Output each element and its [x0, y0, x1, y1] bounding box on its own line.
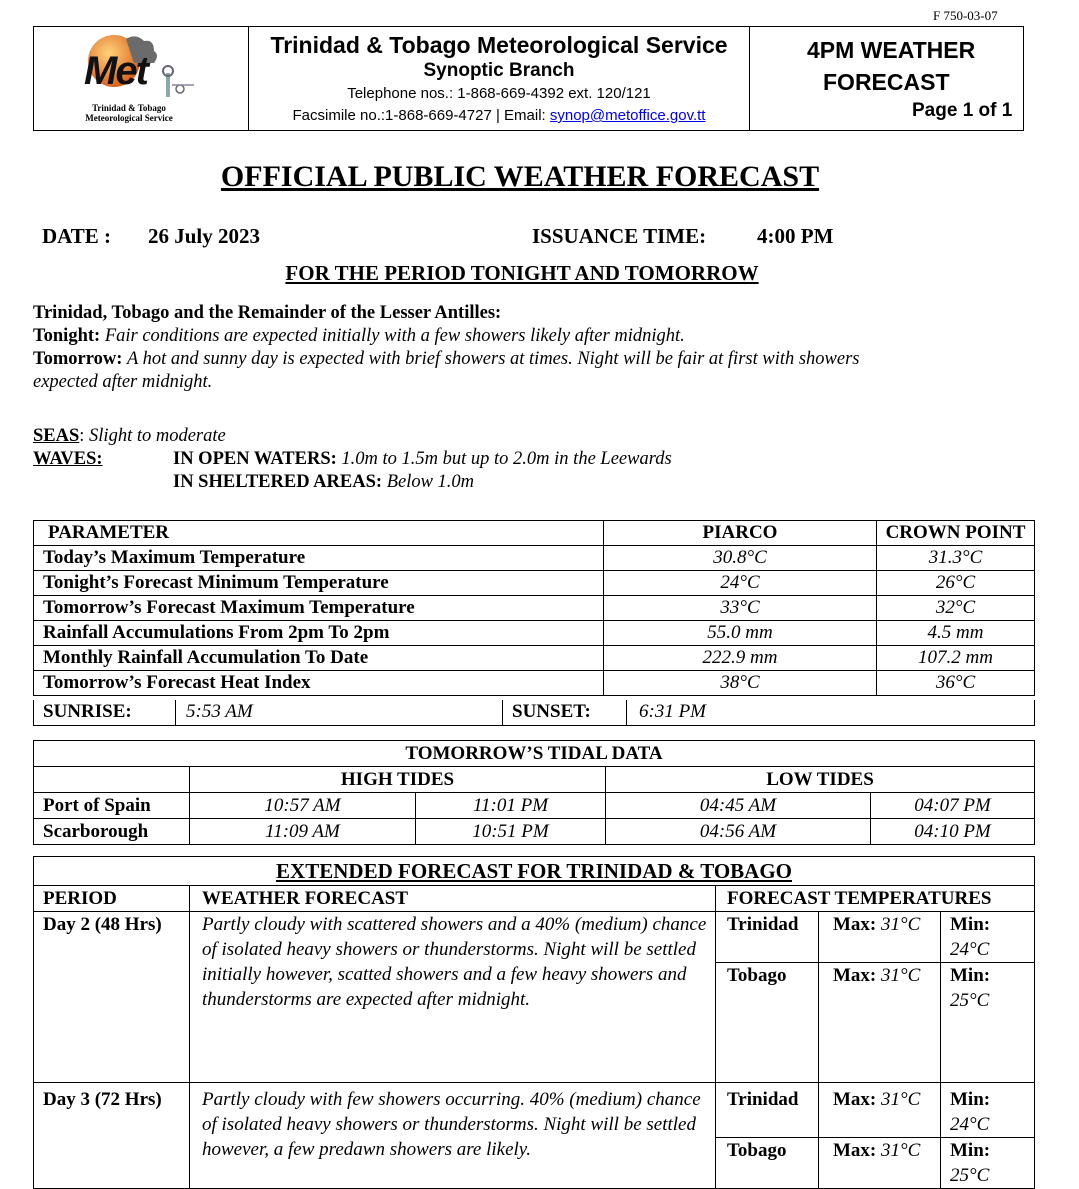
issuance-value: 4:00 PM [757, 224, 834, 248]
tomorrow-label: Tomorrow: [33, 349, 123, 369]
tobago-min: 25°C [950, 1165, 990, 1186]
tides-title: TOMORROW’S TIDAL DATA [34, 741, 1035, 767]
day-forecast: Partly cloudy with scattered showers and a 40% (medium) chance of isolated heavy showers or thunderstorms. Night will be settled initially however, scatted showers and a few heavy showers and thunderstorms are expected after midnight. [190, 912, 716, 1083]
table-row [34, 571, 1035, 596]
row-label: Today’s Maximum Temperature [34, 546, 604, 571]
min-label: Min: [950, 1089, 991, 1110]
header-parameter: PARAMETER [34, 521, 604, 546]
extended-row-day3 [34, 1083, 1035, 1138]
min-label: Min: [950, 914, 991, 935]
row-label: Tomorrow’s Forecast Heat Index [34, 671, 604, 696]
forecast-title-1: 4PM WEATHER [807, 37, 976, 63]
sunrise-label: SUNRISE: [34, 700, 176, 725]
forecast-title-2: FORECAST [823, 69, 950, 95]
region-heading: Trinidad, Tobago and the Remainder of the Lesser Antilles: [33, 303, 502, 323]
piarco-value: 38°C [604, 671, 877, 696]
branch-name: Synoptic Branch [423, 60, 575, 81]
piarco-value: 24°C [604, 571, 877, 596]
email-link[interactable]: synop@metoffice.gov.tt [549, 107, 706, 124]
sunrise-value: 5:53 AM [176, 700, 503, 725]
date-label: DATE : [42, 224, 112, 248]
waves-label: WAVES: [33, 449, 103, 469]
row-label: Tonight’s Forecast Minimum Temperature [34, 571, 604, 596]
tobago-label: Tobago [716, 963, 819, 1083]
table-row [34, 671, 1035, 696]
tide-place: Scarborough [34, 819, 190, 845]
sun-row [34, 700, 1035, 725]
page-title: OFFICIAL PUBLIC WEATHER FORECAST [220, 160, 820, 193]
crown-value: 26°C [877, 571, 1035, 596]
form-code: F 750-03-07 [933, 8, 998, 23]
period-header: PERIOD [34, 886, 190, 912]
max-label: Max: [833, 965, 877, 986]
crown-value: 31.3°C [877, 546, 1035, 571]
sheltered-text: Below 1.0m [386, 472, 475, 492]
open-waters-text: 1.0m to 1.5m but up to 2.0m in the Leewards [341, 449, 672, 469]
crown-value: 32°C [877, 596, 1035, 621]
piarco-value: 55.0 mm [604, 621, 877, 646]
period-heading: FOR THE PERIOD TONIGHT AND TOMORROW [285, 261, 759, 285]
tide-place: Port of Spain [34, 793, 190, 819]
page-number: Page 1 of 1 [912, 100, 1013, 121]
low-tide-2: 04:10 PM [871, 819, 1035, 845]
tobago-max: 31°C [881, 1140, 921, 1161]
crown-value: 36°C [877, 671, 1035, 696]
trinidad-max: 31°C [881, 914, 921, 935]
piarco-value: 30.8°C [604, 546, 877, 571]
parameters-table [33, 520, 1035, 696]
trinidad-min: 24°C [950, 939, 990, 960]
issuance-label: ISSUANCE TIME: [532, 224, 707, 248]
seas-colon: : [79, 426, 85, 446]
seas-label: SEAS [33, 426, 80, 446]
org-name: Trinidad & Tobago Meteorological Service [270, 32, 728, 58]
telephone: Telephone nos.: 1-868-669-4392 ext. 120/121 [347, 85, 651, 102]
low-tide-1: 04:56 AM [606, 819, 871, 845]
seas-text: Slight to moderate [89, 426, 226, 446]
logo-caption-2: Meteorological Service [85, 113, 173, 123]
sunset-label: SUNSET: [503, 700, 627, 725]
header-box [33, 26, 1024, 131]
weather-forecast-header: WEATHER FORECAST [190, 886, 716, 912]
low-tide-2: 04:07 PM [871, 793, 1035, 819]
trinidad-max: 31°C [881, 1089, 921, 1110]
tonight-label: Tonight: [33, 326, 101, 346]
high-tide-1: 11:09 AM [190, 819, 416, 845]
table-row [34, 596, 1035, 621]
row-label: Rainfall Accumulations From 2pm To 2pm [34, 621, 604, 646]
crown-value: 107.2 mm [877, 646, 1035, 671]
tides-blank-cell [34, 767, 190, 793]
tobago-max: 31°C [881, 965, 921, 986]
table-row [34, 793, 1035, 819]
table-row [34, 646, 1035, 671]
max-label: Max: [833, 1140, 877, 1161]
high-tide-2: 11:01 PM [416, 793, 606, 819]
low-tides-header: LOW TIDES [606, 767, 1035, 793]
tobago-min: 25°C [950, 990, 990, 1011]
extended-forecast-table [33, 856, 1035, 1189]
extended-row-day2 [34, 912, 1035, 963]
logo-wordmark: Met [84, 49, 147, 93]
logo-caption-1: Trinidad & Tobago [92, 103, 166, 113]
row-label: Tomorrow’s Forecast Maximum Temperature [34, 596, 604, 621]
table-row [34, 546, 1035, 571]
header-piarco: PIARCO [604, 521, 877, 546]
high-tide-1: 10:57 AM [190, 793, 416, 819]
trinidad-min: 24°C [950, 1114, 990, 1135]
low-tide-1: 04:45 AM [606, 793, 871, 819]
sun-times-table [33, 700, 1035, 726]
sheltered-label: IN SHELTERED AREAS: [173, 472, 383, 492]
max-label: Max: [833, 914, 877, 935]
table-row [34, 819, 1035, 845]
min-label: Min: [950, 965, 991, 986]
tomorrow-text-2: expected after midnight. [33, 372, 213, 392]
piarco-value: 33°C [604, 596, 877, 621]
tomorrow-text-1: A hot and sunny day is expected with brief showers at times. Night will be fair at first with showers [127, 349, 860, 369]
forecast-temps-header: FORECAST TEMPERATURES [716, 886, 1035, 912]
fax-text: Facsimile no.:1-868-669-4727 | Email: [292, 107, 550, 124]
high-tide-2: 10:51 PM [416, 819, 606, 845]
tobago-label: Tobago [716, 1138, 819, 1189]
table-header-row [34, 521, 1035, 546]
tides-table [33, 740, 1035, 845]
max-label: Max: [833, 1089, 877, 1110]
trinidad-label: Trinidad [716, 912, 819, 963]
piarco-value: 222.9 mm [604, 646, 877, 671]
met-logo [74, 33, 214, 125]
min-label: Min: [950, 1140, 991, 1161]
tonight-text: Fair conditions are expected initially with a few showers likely after midnight. [104, 326, 685, 346]
day-forecast: Partly cloudy with few showers occurring. 40% (medium) chance of isolated heavy showers or thunderstorms. Night will be settled however, a few predawn showers are likely. [190, 1083, 716, 1189]
row-label: Monthly Rainfall Accumulation To Date [34, 646, 604, 671]
table-row [34, 621, 1035, 646]
crown-value: 4.5 mm [877, 621, 1035, 646]
sunset-value: 6:31 PM [627, 700, 1035, 725]
open-waters-label: IN OPEN WATERS: [173, 449, 337, 469]
header-crown-point: CROWN POINT [877, 521, 1035, 546]
day-period: Day 2 (48 Hrs) [34, 912, 190, 1083]
date-value: 26 July 2023 [148, 224, 261, 248]
trinidad-label: Trinidad [716, 1083, 819, 1138]
extended-title: EXTENDED FORECAST FOR TRINIDAD & TOBAGO [34, 857, 1035, 886]
day-period: Day 3 (72 Hrs) [34, 1083, 190, 1189]
high-tides-header: HIGH TIDES [190, 767, 606, 793]
